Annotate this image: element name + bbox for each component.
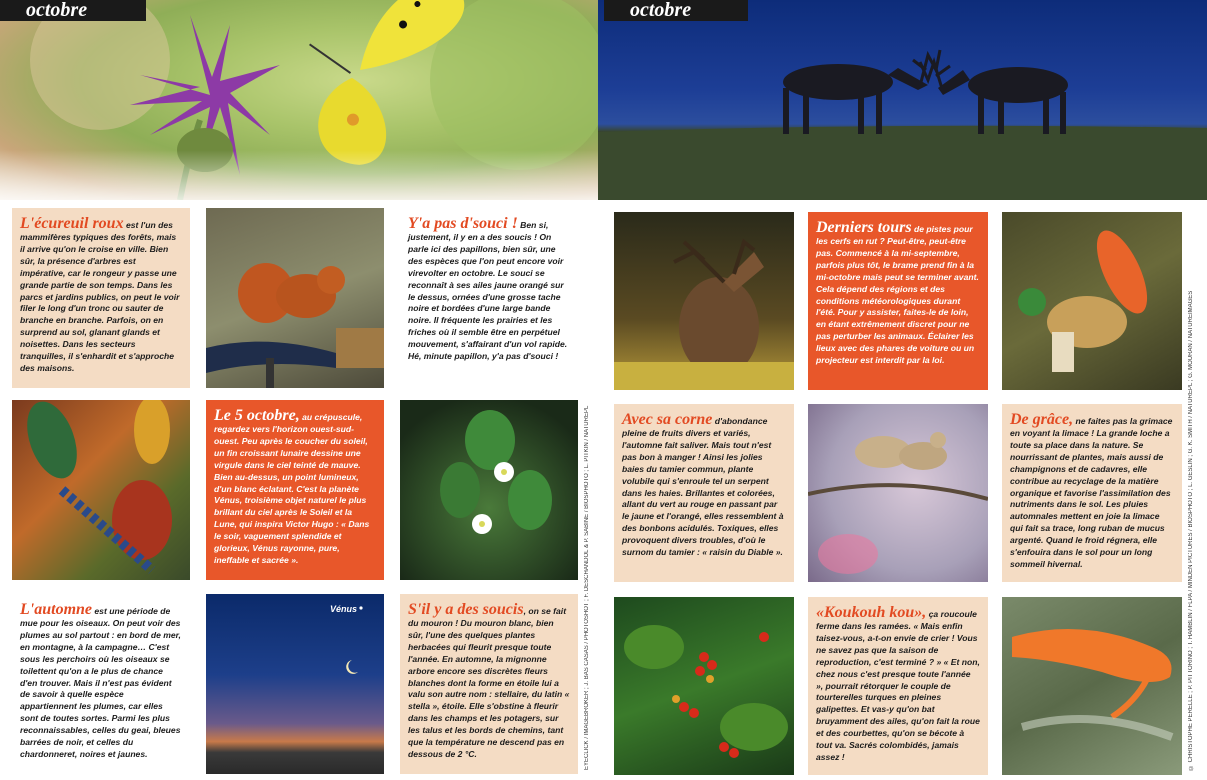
- card-body: de pistes pour les cerfs en rut ? Peut-être, peut-être pas. Commencé à la mi-septembre, parfois plus tôt, le brame prend fin à la mi-octobre mais peut se terminer avant. Cela dépend des régions et des conditions météorologiques durant l'été. Pour y assister, faites-le de loin, en étant extrêmement discret pour ne pas perturber les animaux. Éclairer les lieux avec des phares de voiture ou un projecteur est interdit par la loi.: [816, 224, 979, 366]
- berries-illustration: [614, 597, 794, 775]
- photo-credit-right: © CHRISTOPHE PERELLE ; P. PITTORINO ; T. HAMBLIN / FLPA / MINDEN PICTURES / BIOSPHOTO ; L. GESLIN ; G. K. SMITH / NATUREPL ; G. MOURAN / NATUREIMAGES: [1188, 290, 1194, 770]
- stellaire-illustration: [400, 400, 578, 580]
- squirrel-photo: [206, 208, 384, 388]
- hero-fade: [0, 150, 598, 210]
- card-soucis: [400, 594, 578, 774]
- orange-slug-illustration: [1002, 597, 1182, 775]
- card-title: De grâce,: [1010, 411, 1074, 428]
- card-souci: [400, 208, 578, 388]
- card-automne: [12, 594, 190, 774]
- card-body: est l'un des mammifères typiques des forêts, mais il arrive qu'on le croise en ville. Bien sûr, la présence d'arbres est impérative, car le rongeur y passe une grande partie de son temps. Dans les parcs et jardins publics, on peut le voir filer le long d'un tronc ou sauter de branche en branche. Parfois, on en surprend au sol, glanant glands et noisettes. Dans les secteurs tranquilles, il s'enhardit et s'approche des maisons.: [20, 220, 180, 373]
- card-title: «Koukouh kou»,: [816, 604, 927, 621]
- card-koukouh: [808, 597, 988, 775]
- card-body: ne faites pas la grimace en voyant la limace ! La grande loche a toute sa place dans la nature. Se nourrissant de plantes, mais aussi de champignons et de cadavres, elle contribue au recyclage de la matière organique et favorise l'assimilation des nutriments dans le sol. Les pluies automnales mettent en joie la limace qui fait sa trace, long ruban de mucus argenté. Quand le froid régnera, elle s'enfouira dans le sol pour un long sommeil hivernal.: [1010, 416, 1173, 569]
- photo-credit-left: EYECLICK / IMAGEBROKER ; J. BAS CASAS / PHOTOSHOT ; F. DESCHANDOL & P. SABINE / BIOSPHOTO ; L. PITKIN / NATUREPL: [584, 405, 590, 770]
- moon-venus-illustration: [206, 594, 384, 774]
- card-corne: [614, 404, 794, 582]
- slug-mushroom-illustration: [1002, 212, 1182, 390]
- card-body: au crépuscule, regardez vers l'horizon ouest-sud-ouest. Peu après le coucher du soleil, un fin croissant lunaire dessine une virgule dans le ciel teinté de mauve. Bien au-dessus, un point lumineux, d'un blanc éclatant. C'est la planète Vénus, troisième objet naturel le plus brillant du ciel après le Soleil et la Lune, qui inspira Victor Hugo : « Dans le soir, vaguement splendide et glorieux, Vénus rayonne, pure, ineffable et sacrée ».: [214, 412, 370, 565]
- doves-photo: [808, 404, 988, 582]
- card-body: est une période de mue pour les oiseaux. On peut voir des plumes au sol partout : en bord de mer, en montagne, à la campagne… C'est sous les perchoirs où les oiseaux se toilettent qu'on a le plus de chance d'en trouver. Mais il n'est pas évident de savoir à quelle espèce appartiennent les plumes, car elles sont de toutes sortes. Parmi les plus reconnaissables, celles du geai, bleues barrées de noir, et celles du chardonneret, noires et jaunes.: [20, 606, 181, 759]
- card-ecureuil: [12, 208, 190, 388]
- venus-sky-photo: [206, 594, 384, 774]
- card-body: Ben si, justement, il y en a des soucis ! On parle ici des papillons, bien sûr, une des espèces que l'on peut encore voir virevolter en octobre. Le souci se reconnaît à ses ailes jaune orangé sur le dessus, ornées d'une grosse tache noire et bordées d'une large bande noire. Il fréquente les prairies et les friches où il semble être en perpétuel mouvement, s'affairant d'un vol rapide. Hé, minute papillon, y'a pas d'souci !: [408, 220, 568, 362]
- card-grace: [1002, 404, 1182, 582]
- card-body: ça roucoule ferme dans les ramées. « Mais enfin taisez-vous, a-t-on envie de crier ! Vous ne savez pas que la saison de reproduction, c'est terminé ? » « Et non, chez nous c'est presque toute l'année », pourrait rétorquer le couple de tourterelles turques en pleines galipettes. Et vas-y qu'on bat bruyamment des ailes, qu'on fait la roue et des courbettes, qu'on se bécote à tout va. Sacrés colombidés, jamais assez !: [816, 609, 980, 762]
- stags-silhouette-illustration: [598, 0, 1207, 200]
- card-title: Le 5 octobre,: [214, 407, 300, 424]
- berries-photo: [614, 597, 794, 775]
- card-derniers-tours: [808, 212, 988, 390]
- orange-slug-photo: [1002, 597, 1182, 775]
- card-body: d'abondance pleine de fruits divers et variés, l'automne fait saliver. Mais tout n'est pas bon à manger ! Ainsi les jolies baies du tamier commun, plante volubile qui s'enroule tel un serpent dans les haies. Brillantes et colorées, allant du vert au rouge en passant par le jaune et l'orangé, elles ressemblent à des bonbons acidulés. Toxiques, elles provoquent divers troubles, d'où le surnom du tamier : « raisin du Diable ».: [622, 416, 784, 558]
- stags-hero-photo: [598, 0, 1207, 200]
- doves-illustration: [808, 404, 988, 582]
- stag-illustration: [614, 212, 794, 390]
- card-title: L'écureuil roux: [20, 215, 124, 232]
- card-title: Avec sa corne: [622, 411, 713, 428]
- card-title: L'automne: [20, 601, 93, 618]
- leaves-feather-photo: [12, 400, 190, 580]
- slug-mushroom-photo: [1002, 212, 1182, 390]
- card-title: S'il y a des soucis: [408, 601, 524, 618]
- stellaire-photo: [400, 400, 578, 580]
- squirrel-illustration: [206, 208, 384, 388]
- month-tag-left: octobre: [0, 0, 146, 21]
- month-tag-right: octobre: [604, 0, 748, 21]
- card-cinq-octobre: [206, 400, 384, 580]
- card-body: , on se fait du mouron ! Du mouron blanc, bien sûr, l'une des quelques plantes herbacées qui fleurit presque toute l'année. En automne, la mignonne arbore encore ses discrètes fleurs blanches dont la forme en étoile lui a valu son autre nom : stellaire, du latin « stella », étoile. Elle s'obstine à fleurir dans les champs et les potagers, sur les talus et les bords de chemins, tant que la température ne descend pas en dessous de 2 °C.: [408, 606, 570, 759]
- stag-bellowing-photo: [614, 212, 794, 390]
- card-title: Y'a pas d'souci !: [408, 215, 518, 232]
- venus-label: Vénus: [330, 604, 358, 614]
- leaves-feather-illustration: [12, 400, 190, 580]
- card-title: Derniers tours: [816, 219, 912, 236]
